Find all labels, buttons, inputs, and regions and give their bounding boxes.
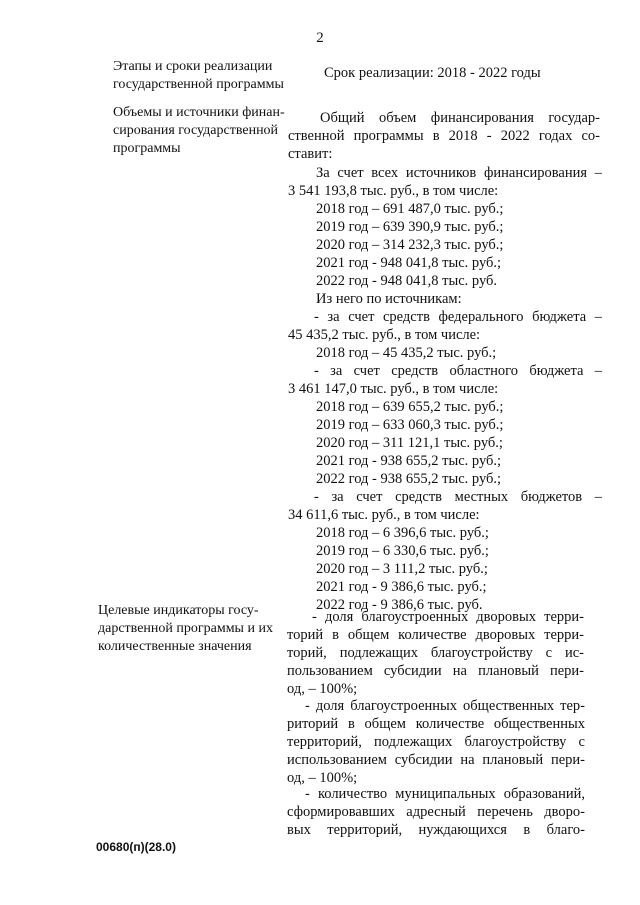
local-year-line: 2019 год – 6 330,6 тыс. руб.; [316, 543, 489, 559]
indicator-2-line: использованием субсидии на плановый пери- [287, 752, 585, 768]
indicator-1-line: торий, подлежащих благоустройству с ис- [287, 645, 584, 661]
federal-year-line: 2018 год – 45 435,2 тыс. руб.; [316, 345, 497, 361]
indicator-1-line: од, – 100%; [287, 681, 358, 697]
row-label-line: программы [113, 141, 181, 156]
total-year-line: 2019 год – 639 390,9 тыс. руб.; [316, 219, 504, 235]
implementation-term: Срок реализации: 2018 - 2022 годы [324, 65, 541, 81]
total-financing-line: За счет всех источников финансирования – [316, 165, 602, 181]
financing-intro-line: Общий объем финансирования государ- [320, 110, 600, 126]
local-year-line: 2020 год – 3 111,2 тыс. руб.; [316, 561, 488, 577]
row-label-line: количественные значения [98, 639, 252, 654]
indicator-1-line: - доля благоустроенных дворовых терри- [312, 609, 584, 625]
total-financing-line: 3 541 193,8 тыс. руб., в том числе: [288, 183, 499, 199]
page-number: 2 [316, 30, 324, 46]
local-budget-line: - за счет средств местных бюджетов – [314, 489, 602, 505]
total-year-line: 2022 год - 948 041,8 тыс. руб. [316, 273, 498, 289]
row-label-line: Этапы и сроки реализации [113, 59, 273, 74]
local-year-line: 2018 год – 6 396,6 тыс. руб.; [316, 525, 489, 541]
local-year-line: 2021 год - 9 386,6 тыс. руб.; [316, 579, 487, 595]
total-year-line: 2021 год - 948 041,8 тыс. руб.; [316, 255, 502, 271]
regional-year-line: 2019 год – 633 060,3 тыс. руб.; [316, 417, 504, 433]
row-label-line: Объемы и источники финан- [113, 105, 285, 120]
financing-intro-line: ставит: [288, 146, 333, 162]
indicator-2-line: од, – 100%; [287, 770, 358, 786]
total-year-line: 2020 год – 314 232,3 тыс. руб.; [316, 237, 504, 253]
row-label-line: дарственной программы и их [98, 621, 273, 636]
row-label-line: государственной программы [113, 77, 284, 92]
regional-budget-line: - за счет средств областного бюджета – [314, 363, 602, 379]
regional-year-line: 2020 год – 311 121,1 тыс. руб.; [316, 435, 503, 451]
local-budget-line: 34 611,6 тыс. руб., в том числе: [288, 507, 480, 523]
regional-year-line: 2022 год - 938 655,2 тыс. руб.; [316, 471, 502, 487]
row-label-line: сирования государственной [113, 123, 279, 138]
indicator-3-line: - количество муниципальных образований, [305, 786, 585, 802]
federal-budget-line: 45 435,2 тыс. руб., в том числе: [288, 327, 481, 343]
regional-year-line: 2021 год - 938 655,2 тыс. руб.; [316, 453, 502, 469]
indicator-2-line: риторий в общем количестве общественных [287, 716, 585, 732]
row-label-line: Целевые индикаторы госу- [98, 603, 259, 618]
indicator-1-line: пользованием субсидии на плановый пери- [287, 663, 584, 679]
regional-year-line: 2018 год – 639 655,2 тыс. руб.; [316, 399, 504, 415]
federal-budget-line: - за счет средств федерального бюджета – [314, 309, 602, 325]
indicator-3-line: сформировавших адресный перечень дворо- [287, 804, 585, 820]
financing-intro-line: ственной программы в 2018 - 2022 годах со- [288, 128, 600, 144]
regional-budget-line: 3 461 147,0 тыс. руб., в том числе: [288, 381, 499, 397]
indicator-1-line: торий в общем количестве дворовых терри- [287, 627, 584, 643]
indicator-3-line: вых территорий, нуждающихся в благо- [287, 822, 585, 838]
document-code: 00680(п)(28.0) [96, 840, 176, 854]
total-year-line: 2018 год – 691 487,0 тыс. руб.; [316, 201, 504, 217]
local-year-line: 2022 год - 9 386,6 тыс. руб. [316, 597, 483, 613]
sources-intro: Из него по источникам: [316, 291, 462, 307]
indicator-2-line: - доля благоустроенных общественных тер- [305, 698, 585, 714]
indicator-2-line: территорий, подлежащих благоустройству с [287, 734, 585, 750]
